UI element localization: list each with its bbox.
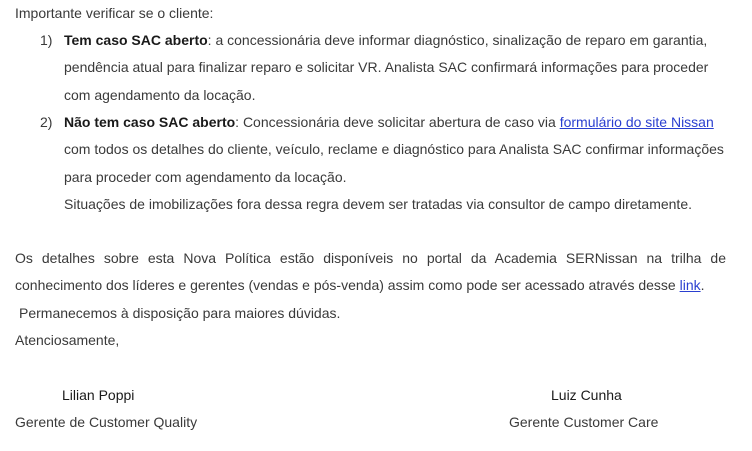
item-2-note: Situações de imobilizações fora dessa regra devem ser tratadas via consultor de campo diretamente. — [64, 195, 692, 212]
item-2 — [64, 109, 728, 218]
item-1-text: : a concessionária deve informar diagnóstico, sinalização de reparo em garantia, pendência atual para finalizar reparo e solicitar VR. Analista SAC confirmará informações para proceder com agendamento da locação. — [64, 32, 709, 103]
intro-text: Importante verificar se o cliente: — [15, 5, 214, 21]
item-1 — [64, 27, 728, 109]
signature-name-left: Lilian Poppi — [62, 387, 135, 403]
signature-role-right: Gerente Customer Care — [509, 414, 659, 430]
item-1-number: 1) — [40, 32, 53, 48]
details-text: Os detalhes sobre esta Nova Política estão disponíveis no portal da Academia SERNissan na trilha de conhecimento dos líderes e gerentes (vendas e pós-venda) assim como pode ser acessado através desse — [15, 250, 726, 294]
nissan-form-link[interactable]: formulário do site Nissan — [559, 114, 714, 130]
item-1-title: Tem caso SAC aberto — [64, 32, 208, 48]
item-2-text-before: : Concessionária deve solicitar abertura de caso via — [235, 114, 560, 130]
signoff-text: Atenciosamente, — [15, 332, 120, 348]
details-period: . — [700, 277, 705, 294]
item-2-text-after: com todos os detalhes do cliente, veículo, reclame e diagnóstico para Analista SAC confirmar informações para proceder com agendamento da locação. — [64, 141, 724, 185]
signature-name-right: Luiz Cunha — [551, 387, 622, 403]
item-2-title: Não tem caso SAC aberto — [64, 114, 236, 130]
signature-role-left: Gerente de Customer Quality — [15, 414, 198, 430]
details-link[interactable]: link — [679, 277, 701, 294]
item-2-number: 2) — [40, 114, 53, 130]
details-paragraph — [15, 245, 726, 300]
closing-text: Permanecemos à disposição para maiores dúvidas. — [19, 305, 341, 321]
